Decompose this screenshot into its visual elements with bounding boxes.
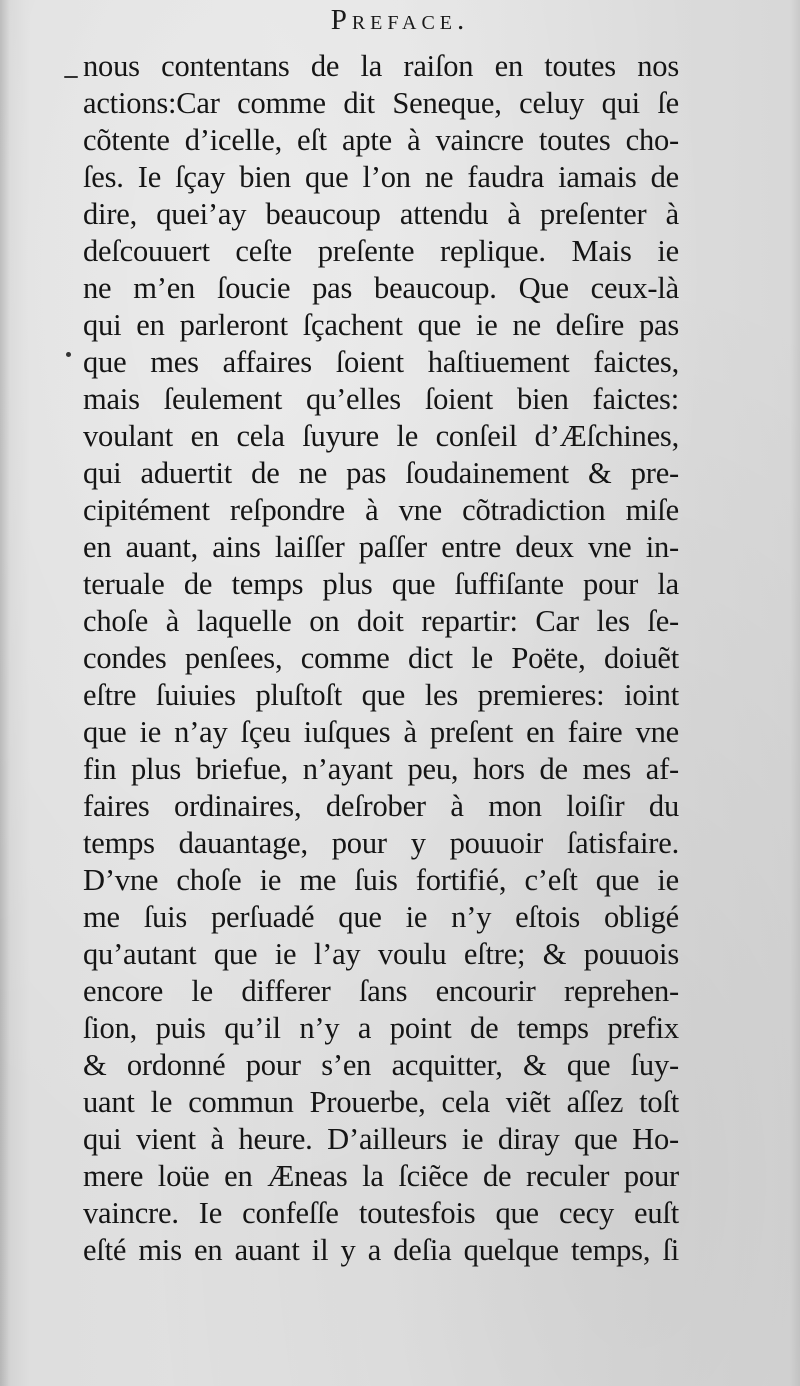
text-line: cipitément reſpondre à vne cõtradiction miſe [83, 493, 679, 527]
text-line: eſté mis en auant il y a deſia quelque temps, ſi [83, 1233, 679, 1267]
text-line: mere loüe en Æneas la ſciẽce de reculer pour [83, 1159, 679, 1193]
text-line: dire, quei’ay beaucoup attendu à preſenter à [83, 197, 679, 231]
text-line: uant le commun Prouerbe, cela viẽt aſſez toſt [83, 1085, 679, 1119]
gutter-shadow [0, 0, 10, 1386]
text-line: eſtre ſuiuies pluſtoſt que les premieres: ioint [83, 678, 679, 712]
running-head: Preface. [330, 4, 470, 36]
text-line: que ie n’ay ſçeu iuſques à preſent en faire vne [83, 715, 679, 749]
text-line: cõtente d’icelle, eſt apte à vaincre toutes cho- [83, 123, 679, 157]
ink-mark [64, 76, 78, 78]
text-line: faires ordinaires, deſrober à mon loiſir du [83, 789, 679, 823]
text-line: voulant en cela ſuyure le conſeil d’Æſchines, [83, 419, 679, 453]
text-line: ſion, puis qu’il n’y a point de temps prefix [83, 1011, 679, 1045]
text-line: deſcouuert ceſte preſente replique. Mais ie [83, 234, 679, 268]
text-line: que mes affaires ſoient haſtiuement faictes, [83, 345, 679, 379]
text-line: qui aduertit de ne pas ſoudainement & pre- [83, 456, 679, 490]
text-line: actions:Car comme dit Seneque, celuy qui ſe [83, 86, 679, 120]
text-line: qui vient à heure. D’ailleurs ie diray que Ho- [83, 1122, 679, 1156]
text-line: D’vne choſe ie me ſuis fortifié, c’eſt que ie [83, 863, 679, 897]
text-line: nous contentans de la raiſon en toutes nos [83, 49, 679, 83]
text-line: ne m’en ſoucie pas beaucoup. Que ceux-là [83, 271, 679, 305]
text-line: en auant, ains laiſſer paſſer entre deux vne in- [83, 530, 679, 564]
text-line: ſes. Ie ſçay bien que l’on ne faudra iamais de [83, 160, 679, 194]
text-line: & ordonné pour s’en acquitter, & que ſuy- [83, 1048, 679, 1082]
text-line: vaincre. Ie confeſſe toutesfois que cecy euſt [83, 1196, 679, 1230]
text-line: mais ſeulement qu’elles ſoient bien faictes: [83, 382, 679, 416]
text-line: teruale de temps plus que ſuffiſante pour la [83, 567, 679, 601]
text-line: qui en parleront ſçachent que ie ne deſire pas [83, 308, 679, 342]
text-line: choſe à laquelle on doit repartir: Car les ſe- [83, 604, 679, 638]
text-line: condes penſees, comme dict le Poëte, doiuẽt [83, 641, 679, 675]
text-line: me ſuis perſuadé que ie n’y eſtois obligé [83, 900, 679, 934]
ink-speck [66, 352, 71, 357]
text-line: encore le differer ſans encourir reprehen- [83, 974, 679, 1008]
body-text [83, 48, 679, 1269]
text-line: qu’autant que ie l’ay voulu eſtre; & pouuois [83, 937, 679, 971]
text-line: temps dauantage, pour y pouuoir ſatisfaire. [83, 826, 679, 860]
text-line: fin plus briefue, n’ayant peu, hors de mes af- [83, 752, 679, 786]
